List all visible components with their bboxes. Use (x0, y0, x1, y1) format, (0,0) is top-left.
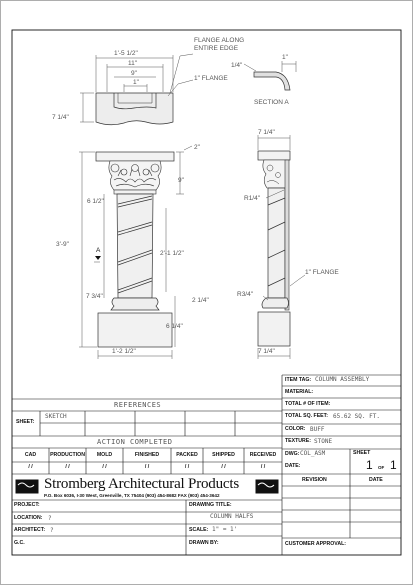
section-a-profile (254, 72, 290, 90)
dim-section-one: 1" (282, 54, 288, 61)
dim-overall: 3'-9" (56, 241, 69, 248)
action-date-finished: / / (144, 464, 150, 470)
dim-base-7-3q: 7 3/4" (86, 293, 103, 300)
action-col-production: PRODUCTION (50, 452, 85, 458)
action-col-finished: FINISHED (134, 452, 160, 458)
side-abacus (258, 151, 290, 160)
flange-label: 1" FLANGE (194, 75, 228, 82)
dim-top-11: 11" (128, 60, 138, 67)
top-view-outline (96, 93, 173, 125)
action-col-cad: CAD (24, 452, 37, 458)
sheet-of: OF (378, 465, 385, 470)
capital-abacus (96, 152, 174, 161)
action-col-shipped: SHIPPED (212, 452, 235, 458)
company-address: P.O. Box 6036, I-30 West, Greenville, TX 75404 (903) 454-8682 FAX (903) 454-3642 (44, 493, 220, 498)
dim-section-quarter: 1/4" (231, 62, 243, 69)
scale-label: SCALE: (189, 527, 209, 533)
action-col-received: RECEIVED (249, 452, 277, 458)
sheet-row-label: SHEET: (16, 419, 35, 425)
dim-side-flange: 1" FLANGE (305, 269, 339, 276)
architect-value: ? (50, 527, 54, 534)
revision-date-label: DATE (369, 477, 383, 483)
color-label: COLOR: (285, 426, 306, 432)
project-label: PROJECT: (14, 502, 40, 508)
base-plinth (98, 313, 172, 347)
drawing-title-label: DRAWING TITLE: (189, 502, 232, 508)
item-tag-label: ITEM TAG: (285, 377, 312, 383)
dim-side-top: 7 1/4" (258, 129, 275, 136)
location-value: ? (48, 515, 52, 522)
action-date-mold: / / (102, 464, 107, 470)
dim-shaft-length: 2'-1 1/2" (160, 250, 184, 257)
section-marker-label: A (96, 247, 101, 254)
texture-value: STONE (314, 438, 333, 445)
total-items-label: TOTAL # OF ITEM: (285, 401, 331, 407)
action-col-packed: PACKED (176, 452, 198, 458)
date-label: DATE: (285, 463, 301, 469)
action-date-received: / / (260, 464, 266, 470)
dwg-value: COL_ASM (300, 450, 326, 457)
dim-base-2-1q: 2 1/4" (192, 297, 209, 304)
dim-top-2: 2" (194, 144, 200, 151)
sheet-label: SHEET (353, 450, 371, 456)
dwg-label: DWG: (285, 451, 300, 457)
section-a-label: SECTION A (254, 99, 289, 106)
color-value: BUFF (310, 426, 325, 433)
company-name: Stromberg Architectural Products (44, 476, 239, 492)
dim-base-6-1q: 6 1/4" (166, 323, 183, 330)
action-date-shipped: / / (221, 464, 226, 470)
sheet-num: 1 (366, 458, 373, 472)
side-plinth (258, 312, 290, 346)
dim-side-bottom: 7 1/4" (258, 348, 275, 355)
dim-top-1: 1" (133, 79, 139, 86)
total-sqft-label: TOTAL SQ. FEET: (285, 413, 328, 419)
base-torus (111, 298, 159, 310)
action-completed-title: ACTION COMPLETED (97, 438, 173, 446)
references-title: REFERENCES (114, 401, 162, 409)
dim-base-width: 1'-2 1/2" (112, 348, 136, 355)
dim-shaft-6half: 6 1/2" (87, 198, 104, 205)
sheet-total: 1 (390, 458, 397, 472)
scale-value: 1" = 1' (212, 526, 238, 533)
dim-side-r3: R3/4" (237, 291, 254, 298)
logo-swirl-left (16, 480, 38, 493)
logo-swirl-right (256, 480, 278, 493)
flange-note-1: FLANGE ALONG (194, 37, 245, 44)
section-marker (95, 256, 101, 260)
drawn-by-label: DRAWN BY: (189, 540, 219, 546)
action-date-cad: / / (28, 464, 33, 470)
location-label: LOCATION: (14, 515, 43, 521)
architect-label: ARCHITECT: (14, 527, 46, 533)
revision-label: REVISION (302, 477, 327, 483)
dim-flange-total: 1'-5 1/2" (114, 50, 138, 57)
texture-label: TEXTURE: (285, 438, 311, 444)
customer-approval-label: CUSTOMER APPROVAL: (285, 541, 347, 547)
side-shaft (268, 188, 285, 298)
dim-top-9: 9" (131, 70, 137, 77)
action-col-mold: MOLD (96, 452, 113, 458)
gc-label: G.C. (14, 540, 25, 546)
capital-ornament (109, 161, 161, 190)
dim-cap-height: 7 1/4" (52, 114, 69, 121)
sheet-row-value: SKETCH (45, 413, 67, 420)
flange-note-2: ENTIRE EDGE (194, 45, 239, 52)
action-date-packed: / / (184, 464, 190, 470)
material-label: MATERIAL: (285, 389, 314, 395)
drawing-title-value: COLUMN HALFS (210, 513, 254, 520)
dim-side-r1: R1/4" (244, 195, 261, 202)
total-sqft-value: 65.62 SQ. FT. (333, 413, 380, 420)
item-tag-value: COLUMN ASSEMBLY (315, 376, 370, 383)
action-date-production: / / (65, 464, 70, 470)
dim-cap-9: 9" (178, 177, 184, 184)
